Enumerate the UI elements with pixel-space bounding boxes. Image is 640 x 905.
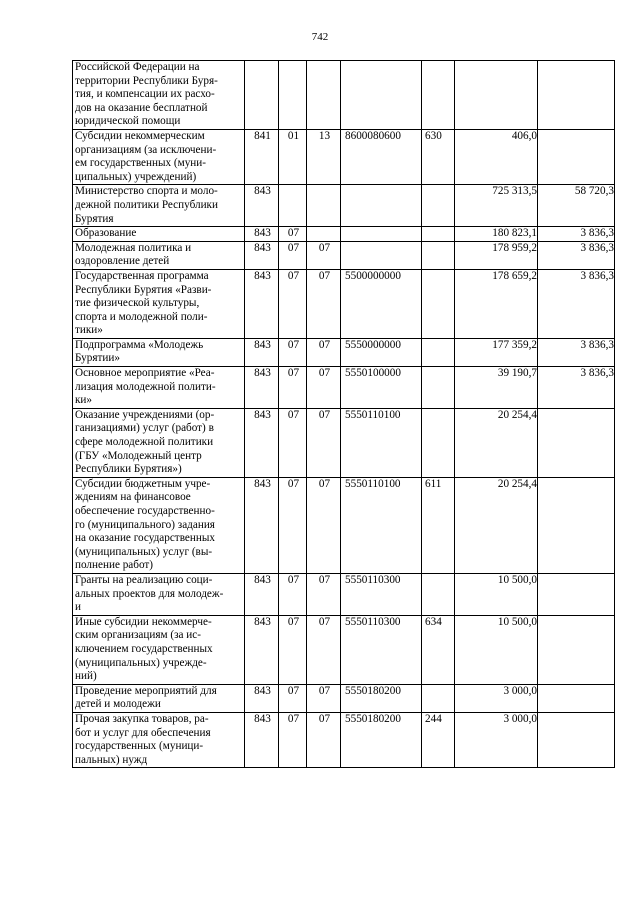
expense-type-cell [422, 367, 455, 409]
amount-federal-cell [538, 408, 615, 477]
amount-federal-cell: 58 720,3 [538, 185, 615, 227]
department-code-cell: 843 [245, 684, 279, 712]
subsection-code-cell: 07 [307, 712, 341, 767]
target-article-cell: 5550000000 [341, 338, 422, 366]
amount-cell: 20 254,4 [455, 408, 538, 477]
row-name-cell: Проведение мероприятий для детей и молодежи [73, 684, 245, 712]
subsection-code-cell: 07 [307, 269, 341, 338]
section-code-cell: 07 [279, 408, 307, 477]
department-code-cell: 841 [245, 129, 279, 184]
row-name-cell: Министерство спорта и моло- дежной политики Республики Бурятия [73, 185, 245, 227]
section-code-cell: 07 [279, 241, 307, 269]
amount-cell: 3 000,0 [455, 712, 538, 767]
amount-federal-cell: 3 836,3 [538, 227, 615, 242]
page-number: 742 [311, 31, 329, 43]
amount-federal-cell [538, 573, 615, 615]
section-code-cell: 07 [279, 615, 307, 684]
target-article-cell: 5550110300 [341, 615, 422, 684]
expense-type-cell [422, 227, 455, 242]
subsection-code-cell: 07 [307, 367, 341, 409]
row-name-cell: Гранты на реализацию соци- альных проектов для молодеж- и [73, 573, 245, 615]
row-name-cell: Иные субсидии некоммерче- ским организациям (за ис- ключением государственных (муниципальных) учрежде- ний) [73, 615, 245, 684]
target-article-cell: 5550100000 [341, 367, 422, 409]
table-row [73, 477, 615, 573]
amount-cell: 20 254,4 [455, 477, 538, 573]
expense-type-cell [422, 269, 455, 338]
section-code-cell: 07 [279, 338, 307, 366]
subsection-code-cell: 07 [307, 408, 341, 477]
department-code-cell: 843 [245, 227, 279, 242]
amount-federal-cell [538, 129, 615, 184]
expense-type-cell [422, 61, 455, 130]
table-row [73, 684, 615, 712]
budget-table [72, 60, 615, 768]
target-article-cell: 8600080600 [341, 129, 422, 184]
row-name-cell: Основное мероприятие «Реа- лизация молодежной полити- ки» [73, 367, 245, 409]
amount-cell: 10 500,0 [455, 573, 538, 615]
amount-cell: 3 000,0 [455, 684, 538, 712]
row-name-cell: Субсидии некоммерческим организациям (за исключени- ем государственных (муни- ципальных) учреждений) [73, 129, 245, 184]
table-row [73, 129, 615, 184]
table-row [73, 573, 615, 615]
subsection-code-cell: 07 [307, 477, 341, 573]
section-code-cell [279, 61, 307, 130]
section-code-cell: 07 [279, 684, 307, 712]
target-article-cell: 5550110300 [341, 573, 422, 615]
table-row [73, 712, 615, 767]
expense-type-cell [422, 573, 455, 615]
expense-type-cell [422, 684, 455, 712]
row-name-cell: Субсидии бюджетным учре- ждениям на финансовое обеспечение государственно- го (муниципального) задания на оказание государственных (муниципальных) услуг (вы- полнение работ) [73, 477, 245, 573]
amount-cell: 178 959,2 [455, 241, 538, 269]
subsection-code-cell [307, 185, 341, 227]
amount-cell: 10 500,0 [455, 615, 538, 684]
target-article-cell: 5500000000 [341, 269, 422, 338]
expense-type-cell: 634 [422, 615, 455, 684]
row-name-cell: Молодежная политика и оздоровление детей [73, 241, 245, 269]
expense-type-cell: 630 [422, 129, 455, 184]
department-code-cell: 843 [245, 712, 279, 767]
department-code-cell: 843 [245, 338, 279, 366]
amount-federal-cell [538, 477, 615, 573]
target-article-cell [341, 227, 422, 242]
department-code-cell: 843 [245, 477, 279, 573]
table-row [73, 408, 615, 477]
subsection-code-cell: 13 [307, 129, 341, 184]
expense-type-cell [422, 408, 455, 477]
target-article-cell: 5550110100 [341, 477, 422, 573]
department-code-cell: 843 [245, 241, 279, 269]
subsection-code-cell: 07 [307, 338, 341, 366]
section-code-cell: 07 [279, 712, 307, 767]
section-code-cell: 07 [279, 367, 307, 409]
section-code-cell: 07 [279, 269, 307, 338]
amount-federal-cell: 3 836,3 [538, 269, 615, 338]
row-name-cell: Подпрограмма «Молодежь Бурятии» [73, 338, 245, 366]
amount-cell: 406,0 [455, 129, 538, 184]
row-name-cell: Образование [73, 227, 245, 242]
target-article-cell [341, 241, 422, 269]
target-article-cell [341, 61, 422, 130]
row-name-cell: Оказание учреждениями (ор- ганизациями) услуг (работ) в сфере молодежной политики (ГБУ «Молодежный центр Республики Бурятия») [73, 408, 245, 477]
section-code-cell: 07 [279, 477, 307, 573]
table-row [73, 338, 615, 366]
amount-cell: 39 190,7 [455, 367, 538, 409]
table-row [73, 61, 615, 130]
subsection-code-cell [307, 61, 341, 130]
expense-type-cell [422, 185, 455, 227]
row-name-cell: Российской Федерации на территории Республики Буря- тия, и компенсации их расхо- дов на оказание бесплатной юридической помощи [73, 61, 245, 130]
target-article-cell: 5550110100 [341, 408, 422, 477]
subsection-code-cell: 07 [307, 241, 341, 269]
expense-type-cell [422, 241, 455, 269]
amount-cell: 725 313,5 [455, 185, 538, 227]
row-name-cell: Государственная программа Республики Бурятия «Разви- тие физической культуры, спорта и молодежной поли- тики» [73, 269, 245, 338]
target-article-cell: 5550180200 [341, 684, 422, 712]
section-code-cell: 07 [279, 227, 307, 242]
amount-federal-cell: 3 836,3 [538, 367, 615, 409]
table-row [73, 185, 615, 227]
section-code-cell: 01 [279, 129, 307, 184]
subsection-code-cell: 07 [307, 573, 341, 615]
table-row [73, 269, 615, 338]
department-code-cell: 843 [245, 408, 279, 477]
target-article-cell [341, 185, 422, 227]
table-row [73, 241, 615, 269]
expense-type-cell: 244 [422, 712, 455, 767]
amount-federal-cell [538, 615, 615, 684]
amount-federal-cell [538, 61, 615, 130]
row-name-cell: Прочая закупка товаров, ра- бот и услуг для обеспечения государственных (муници- пальных) нужд [73, 712, 245, 767]
table-row [73, 615, 615, 684]
expense-type-cell [422, 338, 455, 366]
amount-federal-cell: 3 836,3 [538, 241, 615, 269]
department-code-cell: 843 [245, 269, 279, 338]
department-code-cell [245, 61, 279, 130]
subsection-code-cell: 07 [307, 615, 341, 684]
department-code-cell: 843 [245, 573, 279, 615]
amount-cell [455, 61, 538, 130]
section-code-cell [279, 185, 307, 227]
department-code-cell: 843 [245, 185, 279, 227]
amount-federal-cell [538, 712, 615, 767]
amount-federal-cell [538, 684, 615, 712]
amount-cell: 180 823,1 [455, 227, 538, 242]
department-code-cell: 843 [245, 615, 279, 684]
department-code-cell: 843 [245, 367, 279, 409]
target-article-cell: 5550180200 [341, 712, 422, 767]
expense-type-cell: 611 [422, 477, 455, 573]
amount-cell: 178 659,2 [455, 269, 538, 338]
amount-cell: 177 359,2 [455, 338, 538, 366]
budget-table-body [73, 61, 615, 768]
section-code-cell: 07 [279, 573, 307, 615]
table-row [73, 227, 615, 242]
subsection-code-cell [307, 227, 341, 242]
amount-federal-cell: 3 836,3 [538, 338, 615, 366]
subsection-code-cell: 07 [307, 684, 341, 712]
table-row [73, 367, 615, 409]
